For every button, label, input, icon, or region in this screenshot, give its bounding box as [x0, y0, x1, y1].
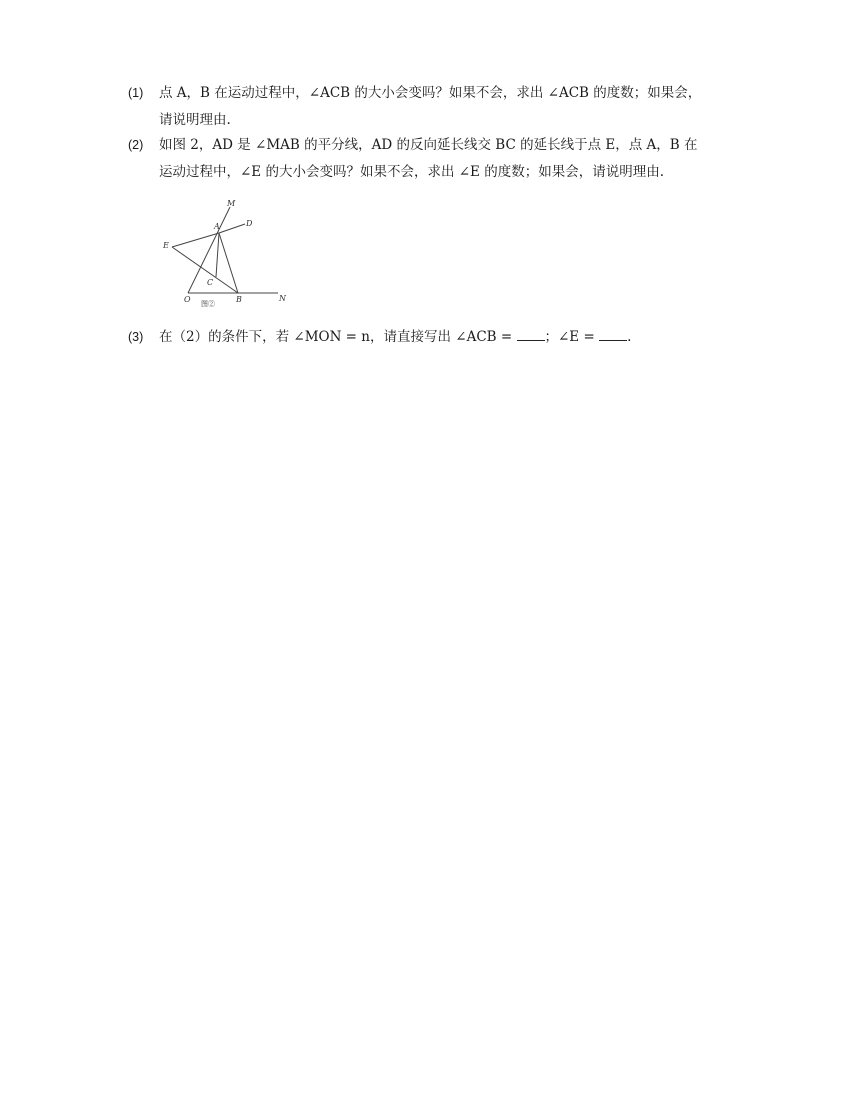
label-O: O: [184, 295, 191, 304]
label-N: N: [279, 294, 286, 303]
question-text-line: 点 A，B 在运动过程中，∠ACB 的大小会变吗？如果不会，求出 ∠ACB 的度数；如果会，: [159, 85, 702, 101]
question-text-line: 请说明理由.: [159, 112, 231, 128]
label-M: M: [227, 199, 236, 208]
question-1: [128, 80, 768, 134]
line-EB: [172, 247, 238, 293]
label-A: A: [214, 222, 220, 231]
answer-blank-acb[interactable]: [517, 328, 545, 341]
question-number: (2): [128, 138, 144, 152]
line-AB: [219, 233, 238, 293]
question-text: .: [627, 329, 632, 345]
line-AD: [219, 224, 245, 233]
line-AC: [216, 233, 219, 277]
geometry-figure: [160, 193, 295, 311]
question-text-line: 运动过程中，∠E 的大小会变吗？如果不会，求出 ∠E 的度数；如果会，请说明理由.: [159, 164, 664, 180]
question-3: [128, 324, 768, 351]
figure-caption: 图②: [201, 300, 215, 308]
label-D: D: [246, 219, 253, 228]
label-E: E: [163, 241, 169, 250]
question-number: (1): [128, 86, 144, 100]
answer-blank-e[interactable]: [599, 328, 627, 341]
question-text: 在（2）的条件下，若 ∠MON = n，请直接写出 ∠ACB =: [159, 329, 513, 345]
label-B: B: [236, 295, 242, 304]
question-text-line: 如图 2，AD 是 ∠MAB 的平分线，AD 的反向延长线交 BC 的延长线于点 E，点 A，B 在: [159, 137, 698, 153]
label-C: C: [207, 278, 214, 287]
question-text: ；∠E =: [544, 329, 595, 345]
question-number: (3): [128, 330, 144, 344]
question-2: [128, 132, 768, 186]
